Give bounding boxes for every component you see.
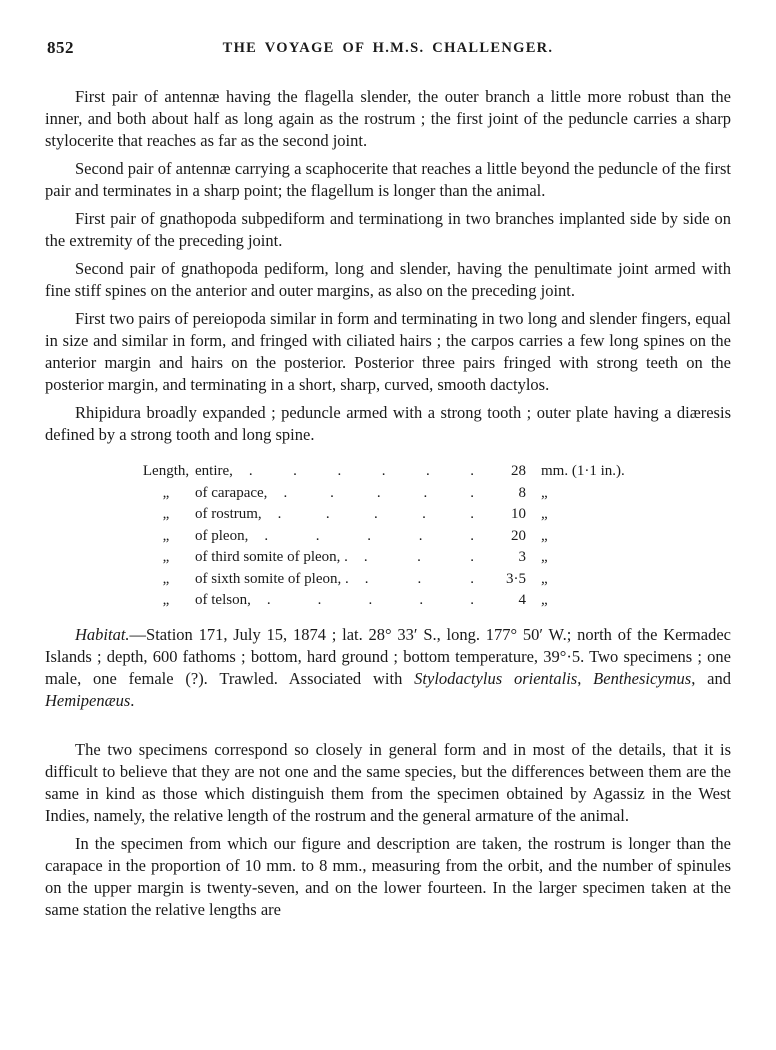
species-name: Benthesicymus bbox=[593, 668, 692, 688]
page-number: 852 bbox=[47, 38, 74, 57]
habitat-text: —Station 171, July 15, 1874 ; lat. 28° 33′ S., long. 177° 50′ W.; north of the Kermadec Islands ; depth, 600 fathoms ; bottom, hard ground ; bottom temperature, 39°·5. Two specimens ; one male, one female (?). Trawled. Associated with bbox=[45, 624, 731, 688]
measurement-value: 3·5 bbox=[506, 570, 526, 587]
measurement-unit: „ bbox=[541, 570, 548, 587]
running-title: THE VOYAGE OF H.M.S. CHALLENGER. bbox=[222, 40, 554, 56]
measurement-label: entire, bbox=[195, 463, 233, 479]
measurement-label: of third somite of pleon, . bbox=[195, 549, 348, 565]
habitat-separator: , bbox=[577, 668, 594, 688]
dot-leader: . . . bbox=[363, 549, 474, 565]
habitat-separator: , and bbox=[691, 668, 732, 688]
paragraph-rhipidura: Rhipidura broadly expanded ; peduncle armed with a strong tooth ; outer plate having a diæresis defined by a strong tooth and long spine. bbox=[45, 403, 731, 444]
measurement-ditto: „ bbox=[162, 570, 170, 587]
measurement-value: 20 bbox=[511, 527, 526, 544]
dot-leader: . . . . . bbox=[266, 592, 474, 608]
paragraph-first-antennae: First pair of antennæ having the flagella slender, the outer branch a little more robust than the inner, and both about half as long again as the rostrum ; the first joint of the peduncle carries a sharp stylocerite that reaches as far as the second joint. bbox=[45, 87, 731, 150]
measurement-label: of carapace, bbox=[195, 484, 268, 501]
species-name: Hemipenæus bbox=[45, 690, 131, 710]
paragraph-second-antennae: Second pair of antennæ carrying a scaphocerite that reaches a little beyond the peduncle of the first pair and terminates in a sharp point; the flagellum is longer than the animal. bbox=[45, 159, 731, 200]
measurement-label: of pleon, bbox=[195, 527, 249, 544]
measurement-value: 4 bbox=[518, 592, 526, 608]
measurement-ditto: Length, bbox=[142, 463, 190, 479]
measurement-row-rostrum bbox=[137, 504, 665, 526]
measurement-unit: „ bbox=[541, 506, 548, 522]
dot-leader: . . . bbox=[364, 570, 474, 587]
measurement-row-telson bbox=[137, 590, 665, 612]
measurement-unit: „ bbox=[541, 527, 548, 544]
measurement-unit: „ bbox=[541, 549, 548, 565]
paragraph-specimen-figure: In the specimen from which our figure and description are taken, the rostrum is longer than the carapace in the proportion of 10 mm. to 8 mm., measuring from the orbit, and the number of spinules on the upper margin is twenty-seven, and on the lower fourteen. In the larger specimen taken at the same station the relative lengths are bbox=[45, 833, 731, 919]
paragraph-second-gnathopoda: Second pair of gnathopoda pediform, long and slender, having the penultimate joint armed with fine stiff spines on the anterior and outer margins, as also on the preceding joint. bbox=[45, 259, 731, 300]
measurement-label: of telson, bbox=[195, 592, 251, 608]
measurement-label: of rostrum, bbox=[195, 506, 262, 522]
dot-leader: . . . . . bbox=[283, 484, 474, 501]
measurement-unit: mm. (1·1 in.). bbox=[541, 463, 625, 479]
paragraph-habitat bbox=[45, 624, 731, 712]
measurement-row-entire bbox=[137, 461, 665, 483]
paragraph-pereiopoda: First two pairs of pereiopoda similar in form and terminating in two long and slender fingers, equal in size and similar in form, and fringed with ciliated hairs ; the carpos carries a few long spines on the anterior margin and hairs on the posterior. Posterior three pairs fringed with strong teeth on the posterior margin, and terminating in a short, sharp, curved, smooth dactylos. bbox=[45, 309, 731, 394]
measurement-row-carapace bbox=[137, 483, 665, 505]
measurement-unit: „ bbox=[541, 484, 548, 501]
measurement-ditto: „ bbox=[162, 527, 170, 544]
measurement-row-pleon bbox=[137, 526, 665, 548]
page-header bbox=[45, 38, 731, 60]
measurement-ditto: „ bbox=[162, 549, 170, 565]
measurement-ditto: „ bbox=[162, 484, 170, 501]
dot-leader: . . . . . . bbox=[248, 463, 474, 479]
measurement-ditto: „ bbox=[162, 592, 170, 608]
measurement-row-third-somite bbox=[137, 547, 665, 569]
measurements-table bbox=[137, 461, 665, 612]
habitat-period: . bbox=[130, 690, 135, 710]
measurement-unit: „ bbox=[541, 592, 548, 608]
measurement-row-sixth-somite bbox=[137, 569, 665, 591]
measurement-value: 8 bbox=[518, 484, 526, 501]
measurement-value: 3 bbox=[518, 549, 526, 565]
measurement-ditto: „ bbox=[162, 506, 170, 522]
paragraph-first-gnathopoda: First pair of gnathopoda subpediform and terminationg in two branches implanted side by side on the extremity of the preceding joint. bbox=[45, 209, 731, 250]
species-name: Stylodactylus orientalis bbox=[414, 668, 578, 688]
paragraph-two-specimens: The two specimens correspond so closely in general form and in most of the details, that it is difficult to believe that they are not one and the same species, but the differences between them are the same in kind as those which distinguish them from the specimen obtained by Agassiz in the West Indies, namely, the relative length of the rostrum and the general armature of the animal. bbox=[45, 739, 731, 825]
habitat-label: Habitat. bbox=[75, 624, 130, 644]
measurement-value: 10 bbox=[511, 506, 526, 522]
page-body bbox=[45, 86, 731, 921]
measurement-value: 28 bbox=[511, 463, 526, 479]
measurement-label: of sixth somite of pleon, . bbox=[195, 570, 349, 587]
dot-leader: . . . . . bbox=[277, 506, 474, 522]
dot-leader: . . . . . bbox=[264, 527, 474, 544]
